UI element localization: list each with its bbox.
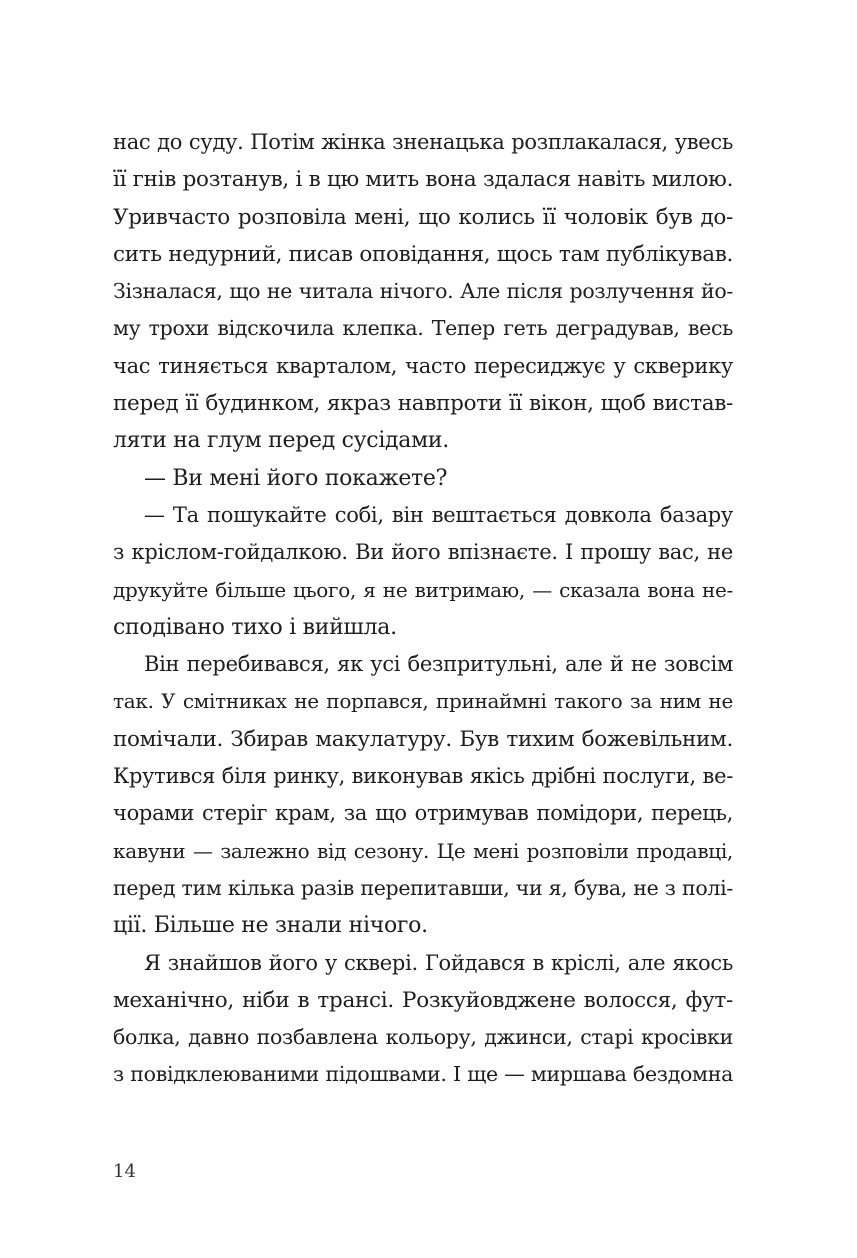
text-line: ції. Більше не знали нічого. [113,913,428,939]
text-line: механічно, ніби в трансі. Розкуйовджене волосся, фут- [113,987,733,1013]
text-line: — Ви мені його покажете? [144,465,448,491]
text-line: сить недурний, писав оповідання, щось там публікував. [113,241,734,267]
text-line: Крутився біля ринку, виконував якісь дрібні послуги, ве- [113,764,733,789]
page-number: 14 [113,1161,136,1182]
body-text [113,124,733,1094]
text-line: помічали. Збирав макулатуру. Був тихим божевільним. [113,726,733,752]
text-line: друкуйте більше цього, я не витримаю, — сказала вона не- [113,577,733,602]
text-line: з кріслом-гойдалкою. Ви його впізнаєте. І прошу вас, не [113,540,733,565]
text-line: ляти на глум перед сусідами. [113,428,449,454]
text-line: болка, давно позбавлена кольору, джинси, старі кросівки [113,1025,733,1050]
text-line: сподівано тихо і вийшла. [113,614,397,640]
text-line: так. У смітниках не порпався, принаймні такого за ним не [113,689,733,714]
text-line: нас до суду. Потім жінка зненацька розплакалася, увесь [113,130,733,154]
text-line: перед тим кілька разів перепитавши, чи я, бува, не з полі- [113,875,733,900]
text-line: Він перебивався, як усі безпритульні, але й не зовсім [144,652,733,677]
text-line: чорами стеріг крам, за що отримував помідори, перець, [113,801,733,826]
text-line: кавуни — залежно від сезону. Це мені розповіли продавці, [113,838,733,863]
text-line: перед її будинком, якраз навпроти її вікон, щоб вистав- [113,391,733,417]
text-line: Уривчасто розповіла мені, що колись її чоловік був до- [113,204,733,230]
text-line: Я знайшов його у сквері. Гойдався в кріслі, але якось [144,950,733,975]
text-line: му трохи відскочила клепка. Тепер геть деградував, весь [113,316,733,341]
text-line: Зізналася, що не читала нічого. Але після розлучення йо- [113,279,733,304]
text-line: з повідклеюваними підошвами. І ще — миршава бездомна [113,1062,733,1087]
text-line: її гнів розтанув, і в цю мить вона здалася навіть милою. [113,167,734,193]
text-line: час тиняється кварталом, часто пересиджує у скверику [113,353,733,378]
text-line: — Та пошукайте собі, він вештається довкола базару [144,502,733,527]
